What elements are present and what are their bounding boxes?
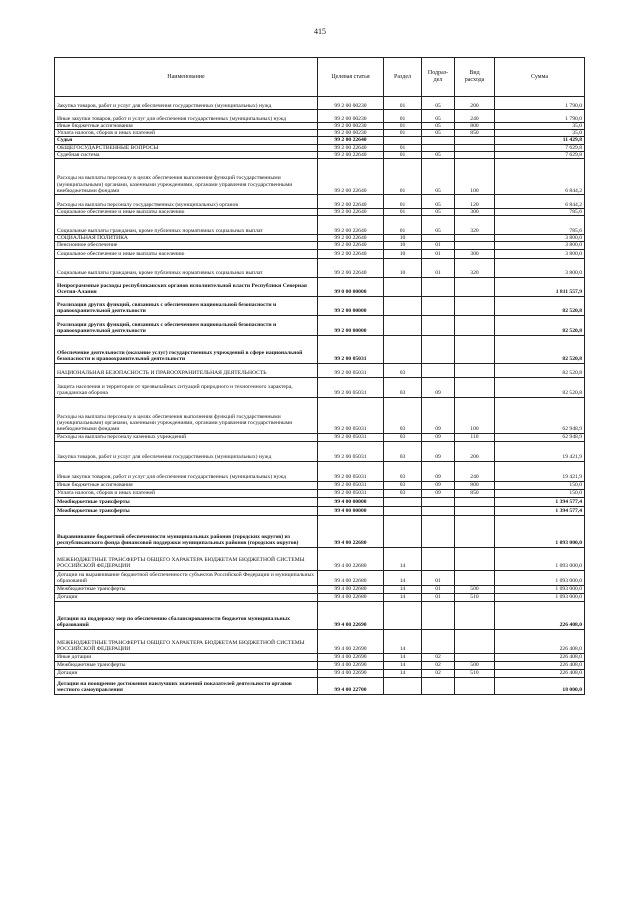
table-row [55, 216, 585, 235]
cell-name: Судьи [55, 137, 318, 144]
cell-target: 99 2 00 00230 [318, 97, 384, 110]
cell-expense-type: 300 [455, 209, 495, 216]
table-row [55, 547, 585, 570]
cell-subsection: 05 [422, 216, 455, 235]
cell-section [384, 277, 422, 296]
header-section: Раздел [384, 58, 422, 97]
cell-sum: 82 520,8 [495, 335, 585, 363]
cell-expense-type [455, 363, 495, 377]
cell-target: 99 2 00 22640 [318, 159, 384, 195]
cell-subsection [422, 547, 455, 570]
cell-section: 01 [384, 195, 422, 209]
cell-expense-type [455, 601, 495, 629]
cell-subsection: 01 [422, 593, 455, 601]
cell-section: 01 [384, 144, 422, 151]
table-row [55, 123, 585, 130]
cell-name: Социальное обеспечение и иные выплаты населению [55, 249, 318, 258]
cell-name: Защита населения и территории от чрезвычайных ситуаций природного и техногенного характера, гражданская оборона [55, 377, 318, 397]
cell-subsection: 09 [422, 481, 455, 489]
cell-sum: 35,0 [495, 123, 585, 130]
cell-sum: 19 421,9 [495, 441, 585, 461]
cell-target: 99 2 00 05031 [318, 489, 384, 497]
cell-expense-type [455, 137, 495, 144]
cell-name: Закупка товаров, работ и услуг для обеспечения государственных (муниципальных) нужд [55, 441, 318, 461]
cell-target: 99 2 00 05031 [318, 363, 384, 377]
table-row [55, 629, 585, 653]
cell-name: Расходы на выплаты персоналу в целях обеспечения выполнения функций государственными (муниципальными) органами, казенными учреждениями, органами управления государственными внебюджетными фондами [55, 159, 318, 195]
cell-target: 99 2 00 00230 [318, 130, 384, 137]
cell-name: Выравнивание бюджетной обеспеченности муниципальных районов (городских округов) из республиканского фонда финансовой поддержки муниципальных районов (городских округов) [55, 515, 318, 547]
table-row [55, 669, 585, 677]
cell-expense-type [455, 570, 495, 585]
cell-expense-type: 320 [455, 258, 495, 277]
cell-sum: 3 800,0 [495, 249, 585, 258]
cell-sum: 1 093 000,0 [495, 547, 585, 570]
cell-name: Дотации на поощрение достижения наилучших значений показателей деятельности органов местного самоуправления [55, 677, 318, 694]
cell-name: Иные закупки товаров, работ и услуг для обеспечения государственных (муниципальных) нужд [55, 461, 318, 481]
cell-section: 10 [384, 242, 422, 249]
cell-expense-type: 510 [455, 593, 495, 601]
table-row [55, 497, 585, 506]
table-row [55, 363, 585, 377]
table-row [55, 481, 585, 489]
cell-section: 03 [384, 461, 422, 481]
cell-target: 99 2 00 22640 [318, 151, 384, 158]
cell-section: 03 [384, 489, 422, 497]
cell-expense-type [455, 296, 495, 315]
cell-name: Иные дотации [55, 653, 318, 661]
cell-sum: 11 429,8 [495, 137, 585, 144]
cell-sum: 62 948,9 [495, 397, 585, 433]
cell-expense-type [455, 547, 495, 570]
cell-subsection [422, 315, 455, 335]
cell-subsection: 05 [422, 209, 455, 216]
table-row [55, 601, 585, 629]
header-name: Наименование [55, 58, 318, 97]
cell-target: 99 2 00 22640 [318, 209, 384, 216]
cell-target: 99 4 00 22690 [318, 601, 384, 629]
cell-expense-type: 240 [455, 110, 495, 123]
cell-sum: 6 844,2 [495, 195, 585, 209]
cell-subsection [422, 137, 455, 144]
cell-section [384, 515, 422, 547]
cell-expense-type [455, 315, 495, 335]
cell-target: 99 2 00 00000 [318, 296, 384, 315]
cell-name: Социальные выплаты гражданам, кроме публичных нормативных социальных выплат [55, 258, 318, 277]
table-row [55, 249, 585, 258]
cell-section: 03 [384, 433, 422, 441]
cell-target: 99 2 00 05031 [318, 461, 384, 481]
cell-section: 01 [384, 123, 422, 130]
cell-subsection [422, 277, 455, 296]
table-row [55, 110, 585, 123]
cell-subsection: 09 [422, 433, 455, 441]
cell-sum: 785,6 [495, 209, 585, 216]
table-row [55, 661, 585, 669]
cell-expense-type: 800 [455, 481, 495, 489]
table-row [55, 277, 585, 296]
cell-expense-type: 110 [455, 433, 495, 441]
table-row [55, 258, 585, 277]
cell-sum: 1 093 000,0 [495, 593, 585, 601]
cell-sum: 7 629,8 [495, 151, 585, 158]
cell-target: 99 2 00 00230 [318, 123, 384, 130]
cell-name: Социальное обеспечение и иные выплаты населению [55, 209, 318, 216]
table-row [55, 585, 585, 593]
cell-sum: 1 811 557,9 [495, 277, 585, 296]
cell-name: Расходы на выплаты персоналу государственных (муниципальных) органов [55, 195, 318, 209]
cell-subsection: 05 [422, 151, 455, 158]
cell-section: 14 [384, 661, 422, 669]
cell-section: 01 [384, 97, 422, 110]
cell-sum: 3 800,0 [495, 242, 585, 249]
table-row [55, 377, 585, 397]
cell-sum: 19 421,9 [495, 461, 585, 481]
cell-subsection: 09 [422, 377, 455, 397]
cell-subsection: 02 [422, 669, 455, 677]
cell-target: 99 0 00 00000 [318, 277, 384, 296]
table-row [55, 195, 585, 209]
table-row [55, 130, 585, 137]
cell-subsection: 05 [422, 97, 455, 110]
cell-name: Социальные выплаты гражданам, кроме публичных нормативных социальных выплат [55, 216, 318, 235]
table-row [55, 489, 585, 497]
cell-sum: 35,0 [495, 130, 585, 137]
cell-name: Уплата налогов, сборов и иных платежей [55, 130, 318, 137]
cell-section: 10 [384, 235, 422, 242]
cell-expense-type: 100 [455, 397, 495, 433]
cell-section: 01 [384, 209, 422, 216]
cell-name: НАЦИОНАЛЬНАЯ БЕЗОПАСНОСТЬ И ПРАВООХРАНИТЕЛЬНАЯ ДЕЯТЕЛЬНОСТЬ [55, 363, 318, 377]
cell-section: 03 [384, 377, 422, 397]
cell-name: ОБЩЕГОСУДАРСТВЕННЫЕ ВОПРОСЫ [55, 144, 318, 151]
cell-sum: 785,6 [495, 216, 585, 235]
table-row [55, 441, 585, 461]
cell-expense-type [455, 377, 495, 397]
cell-subsection: 01 [422, 249, 455, 258]
cell-sum: 226 408,0 [495, 629, 585, 653]
cell-subsection [422, 497, 455, 506]
cell-name: Закупка товаров, работ и услуг для обеспечения государственных (муниципальных) нужд [55, 97, 318, 110]
cell-sum: 3 800,0 [495, 258, 585, 277]
table-row [55, 397, 585, 433]
cell-expense-type [455, 335, 495, 363]
cell-target: 99 2 00 22640 [318, 216, 384, 235]
table-row [55, 242, 585, 249]
table-row [55, 144, 585, 151]
cell-target: 99 4 00 22700 [318, 677, 384, 694]
cell-target: 99 4 00 22680 [318, 547, 384, 570]
table-row [55, 677, 585, 694]
table-row [55, 97, 585, 110]
table-row [55, 151, 585, 158]
cell-target: 99 2 00 22640 [318, 249, 384, 258]
cell-section: 01 [384, 130, 422, 137]
table-row [55, 137, 585, 144]
table-row [55, 593, 585, 601]
cell-name: Обеспечение деятельности (оказание услуг) государственных учреждений в сфере национальной безопасности и правоохранительной деятельности [55, 335, 318, 363]
cell-section: 10 [384, 258, 422, 277]
cell-name: Реализация других функций, связанных с обеспечением национальной безопасности и правоохранительной деятельности [55, 315, 318, 335]
cell-name: Иные бюджетные ассигнования [55, 481, 318, 489]
cell-section [384, 335, 422, 363]
cell-section [384, 601, 422, 629]
cell-name: Расходы на выплаты персоналу казенных учреждений [55, 433, 318, 441]
cell-subsection: 05 [422, 123, 455, 130]
cell-subsection: 01 [422, 258, 455, 277]
cell-expense-type: 240 [455, 461, 495, 481]
cell-target: 99 4 00 22680 [318, 585, 384, 593]
cell-section: 01 [384, 216, 422, 235]
header-expense-type: Вид расхода [455, 58, 495, 97]
cell-name: Иные закупки товаров, работ и услуг для обеспечения государственных (муниципальных) нужд [55, 110, 318, 123]
table-row [55, 159, 585, 195]
cell-section: 14 [384, 653, 422, 661]
cell-name: Межбюджетные трансферты [55, 506, 318, 515]
cell-sum: 150,0 [495, 489, 585, 497]
cell-sum: 1 093 000,0 [495, 570, 585, 585]
cell-target: 99 4 00 22680 [318, 593, 384, 601]
cell-expense-type: 200 [455, 97, 495, 110]
cell-sum: 6 844,2 [495, 159, 585, 195]
header-target: Целевая статья [318, 58, 384, 97]
page-number: 415 [314, 27, 326, 36]
cell-name: Уплата налогов, сборов и иных платежей [55, 489, 318, 497]
cell-expense-type: 850 [455, 489, 495, 497]
cell-subsection: 05 [422, 195, 455, 209]
cell-section: 14 [384, 585, 422, 593]
table-row [55, 335, 585, 363]
cell-name: Судебная система [55, 151, 318, 158]
table-row [55, 461, 585, 481]
cell-subsection [422, 363, 455, 377]
cell-name: Расходы на выплаты персоналу в целях обеспечения выполнения функций государственными (муниципальными) органами, казенными учреждениями, органами управления государственными внебюджетными фондами [55, 397, 318, 433]
cell-target: 99 4 00 00000 [318, 506, 384, 515]
cell-sum: 1 093 000,0 [495, 585, 585, 593]
cell-expense-type: 850 [455, 130, 495, 137]
cell-sum: 1 790,0 [495, 97, 585, 110]
cell-expense-type [455, 677, 495, 694]
cell-expense-type [455, 151, 495, 158]
table-row [55, 570, 585, 585]
cell-expense-type [455, 277, 495, 296]
cell-sum: 62 948,9 [495, 433, 585, 441]
cell-name: МЕЖБЮДЖЕТНЫЕ ТРАНСФЕРТЫ ОБЩЕГО ХАРАКТЕРА БЮДЖЕТАМ БЮДЖЕТНОЙ СИСТЕМЫ РОССИЙСКОЙ ФЕДЕРАЦИИ [55, 547, 318, 570]
cell-target: 99 2 00 22640 [318, 242, 384, 249]
cell-expense-type: 320 [455, 216, 495, 235]
cell-sum: 150,0 [495, 481, 585, 489]
cell-subsection [422, 296, 455, 315]
cell-name: Дотации [55, 593, 318, 601]
cell-section: 14 [384, 593, 422, 601]
cell-target: 99 2 00 05031 [318, 335, 384, 363]
cell-target: 99 2 00 22640 [318, 144, 384, 151]
table-row [55, 515, 585, 547]
cell-expense-type [455, 497, 495, 506]
table-row [55, 209, 585, 216]
header-subsection: Подраз- дел [422, 58, 455, 97]
cell-sum: 7 629,8 [495, 144, 585, 151]
cell-section [384, 315, 422, 335]
cell-expense-type [455, 653, 495, 661]
cell-sum: 1 093 000,0 [495, 515, 585, 547]
cell-target: 99 2 00 00230 [318, 110, 384, 123]
cell-name: Пенсионное обеспечение [55, 242, 318, 249]
cell-expense-type: 300 [455, 249, 495, 258]
cell-name: Дотации на выравнивание бюджетной обеспеченности субъектов Российской Федерации и муниципальных образований [55, 570, 318, 585]
cell-target: 99 4 00 22680 [318, 570, 384, 585]
cell-sum: 226 408,0 [495, 653, 585, 661]
cell-target: 99 2 00 05031 [318, 397, 384, 433]
cell-section [384, 497, 422, 506]
cell-expense-type: 500 [455, 585, 495, 593]
cell-subsection: 09 [422, 489, 455, 497]
cell-target: 99 2 00 05031 [318, 377, 384, 397]
cell-expense-type [455, 235, 495, 242]
cell-expense-type [455, 242, 495, 249]
cell-section: 14 [384, 629, 422, 653]
cell-subsection [422, 515, 455, 547]
cell-section [384, 296, 422, 315]
cell-name: Межбюджетные трансферты [55, 497, 318, 506]
table-row [55, 653, 585, 661]
cell-subsection: 09 [422, 441, 455, 461]
cell-subsection: 05 [422, 130, 455, 137]
cell-target: 99 2 00 22640 [318, 258, 384, 277]
cell-subsection [422, 506, 455, 515]
cell-sum: 226 408,0 [495, 669, 585, 677]
cell-sum: 82 520,8 [495, 363, 585, 377]
cell-expense-type [455, 629, 495, 653]
cell-section: 03 [384, 481, 422, 489]
cell-target: 99 4 00 00000 [318, 497, 384, 506]
cell-sum: 82 520,8 [495, 377, 585, 397]
cell-subsection [422, 601, 455, 629]
cell-expense-type [455, 515, 495, 547]
cell-target: 99 4 00 22690 [318, 669, 384, 677]
cell-expense-type: 100 [455, 159, 495, 195]
cell-subsection [422, 144, 455, 151]
cell-expense-type: 120 [455, 195, 495, 209]
cell-expense-type: 200 [455, 441, 495, 461]
cell-section: 03 [384, 363, 422, 377]
table-row [55, 315, 585, 335]
cell-subsection: 05 [422, 110, 455, 123]
cell-sum: 1 790,0 [495, 110, 585, 123]
table-row [55, 296, 585, 315]
cell-name: Иные бюджетные ассигнования [55, 123, 318, 130]
cell-section: 03 [384, 397, 422, 433]
cell-section: 14 [384, 570, 422, 585]
cell-subsection: 05 [422, 159, 455, 195]
cell-subsection: 09 [422, 397, 455, 433]
cell-target: 99 4 00 22690 [318, 629, 384, 653]
cell-name: Межбюджетные трансферты [55, 585, 318, 593]
cell-sum: 18 000,0 [495, 677, 585, 694]
cell-section: 10 [384, 249, 422, 258]
cell-expense-type [455, 506, 495, 515]
cell-subsection: 01 [422, 242, 455, 249]
cell-expense-type: 500 [455, 661, 495, 669]
cell-target: 99 2 00 22640 [318, 235, 384, 242]
cell-sum: 1 394 577,4 [495, 506, 585, 515]
cell-section: 01 [384, 151, 422, 158]
cell-target: 99 2 00 22640 [318, 137, 384, 144]
table-row [55, 506, 585, 515]
cell-expense-type: 800 [455, 123, 495, 130]
cell-target: 99 2 00 05031 [318, 433, 384, 441]
cell-target: 99 2 00 05031 [318, 481, 384, 489]
cell-name: Реализация других функций, связанных с обеспечением национальной безопасности и правоохранительной деятельности [55, 296, 318, 315]
header-sum: Сумма [495, 58, 585, 97]
cell-sum: 1 394 577,4 [495, 497, 585, 506]
cell-sum: 226 408,0 [495, 601, 585, 629]
cell-subsection [422, 235, 455, 242]
cell-subsection: 01 [422, 585, 455, 593]
cell-sum: 226 408,0 [495, 661, 585, 669]
cell-subsection: 02 [422, 653, 455, 661]
table-row [55, 235, 585, 242]
cell-section [384, 506, 422, 515]
cell-name: Межбюджетные трансферты [55, 661, 318, 669]
table-row [55, 433, 585, 441]
budget-table [54, 57, 585, 695]
cell-expense-type: 510 [455, 669, 495, 677]
cell-subsection [422, 629, 455, 653]
cell-target: 99 2 00 00000 [318, 315, 384, 335]
cell-name: Дотации [55, 669, 318, 677]
cell-name: МЕЖБЮДЖЕТНЫЕ ТРАНСФЕРТЫ ОБЩЕГО ХАРАКТЕРА БЮДЖЕТАМ БЮДЖЕТНОЙ СИСТЕМЫ РОССИЙСКОЙ ФЕДЕРАЦИИ [55, 629, 318, 653]
cell-name: СОЦИАЛЬНАЯ ПОЛИТИКА [55, 235, 318, 242]
cell-section: 14 [384, 669, 422, 677]
cell-subsection: 02 [422, 661, 455, 669]
cell-target: 99 2 00 05031 [318, 441, 384, 461]
cell-subsection: 09 [422, 461, 455, 481]
table-header-row [55, 58, 585, 97]
cell-name: Дотации на поддержку мер по обеспечению сбалансированности бюджетов муниципальных образований [55, 601, 318, 629]
cell-expense-type [455, 144, 495, 151]
cell-target: 99 2 00 22640 [318, 195, 384, 209]
cell-sum: 82 520,8 [495, 296, 585, 315]
cell-section [384, 677, 422, 694]
cell-subsection [422, 335, 455, 363]
cell-sum: 3 800,0 [495, 235, 585, 242]
cell-name: Непрограммные расходы республиканских органов исполнительной власти Республики Северная Осетия-Алания [55, 277, 318, 296]
cell-subsection: 01 [422, 570, 455, 585]
cell-target: 99 4 00 22680 [318, 515, 384, 547]
cell-section [384, 137, 422, 144]
cell-section: 14 [384, 547, 422, 570]
cell-section: 01 [384, 159, 422, 195]
cell-target: 99 4 00 22690 [318, 653, 384, 661]
cell-section: 01 [384, 110, 422, 123]
cell-subsection [422, 677, 455, 694]
cell-sum: 82 520,8 [495, 315, 585, 335]
cell-section: 03 [384, 441, 422, 461]
cell-target: 99 4 00 22690 [318, 661, 384, 669]
